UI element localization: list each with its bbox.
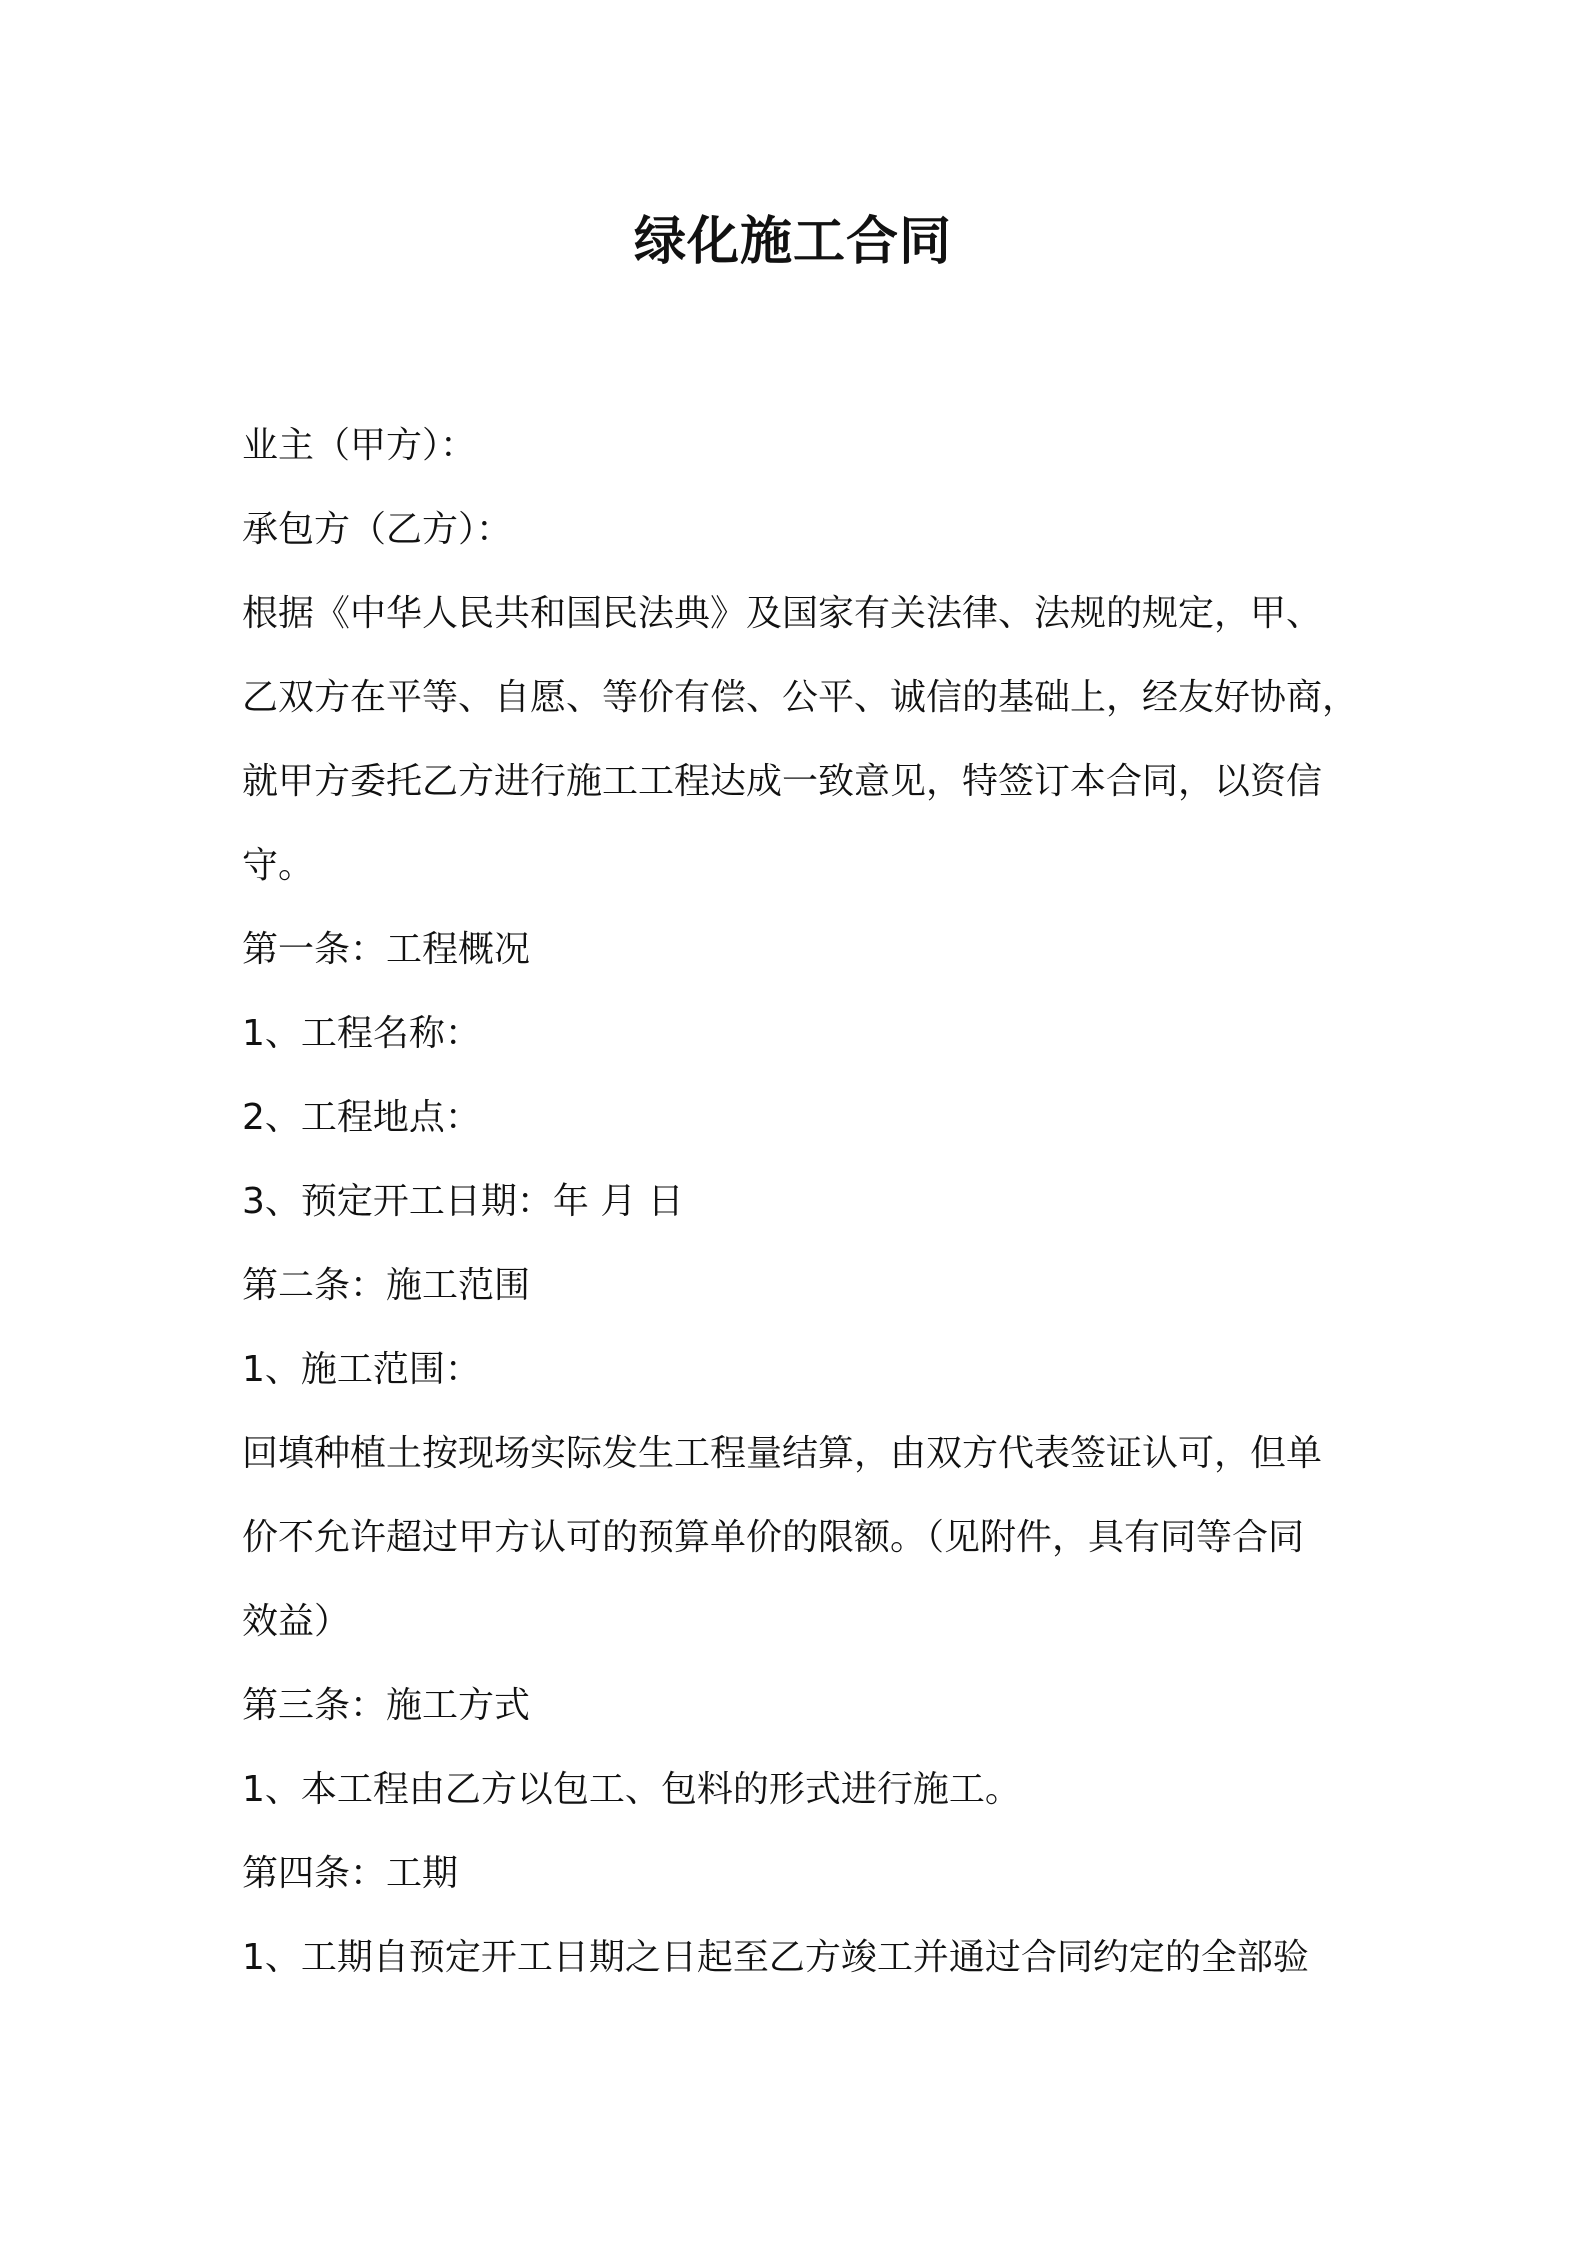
preamble-line: 就甲方委托乙方进行施工工程达成一致意见，特签订本合同，以资信	[242, 761, 1323, 802]
article-heading: 第三条：施工方式	[242, 1685, 531, 1726]
article-heading: 第一条：工程概况	[242, 929, 531, 970]
clause-item: 2、工程地点：	[242, 1097, 481, 1138]
article-heading: 第四条：工期	[242, 1853, 459, 1894]
paragraph-line: 效益）	[242, 1601, 351, 1642]
document-body	[242, 404, 1359, 2000]
preamble-line: 守。	[242, 845, 315, 886]
clause-item: 1、工程名称：	[242, 1013, 481, 1054]
preamble-line: 根据《中华人民共和国民法典》及国家有关法律、法规的规定，甲、	[242, 593, 1323, 634]
paragraph-line: 回填种植土按现场实际发生工程量结算，由双方代表签证认可，但单	[242, 1433, 1323, 1474]
article-heading: 第二条：施工范围	[242, 1265, 531, 1306]
clause-item: 1、工期自预定开工日期之日起至乙方竣工并通过合同约定的全部验	[242, 1937, 1309, 1978]
preamble-line: 乙双方在平等、自愿、等价有偿、公平、诚信的基础上，经友好协商，	[242, 677, 1359, 718]
clause-item: 1、施工范围：	[242, 1349, 481, 1390]
document-title: 绿化施工合同	[633, 212, 952, 272]
clause-item: 1、本工程由乙方以包工、包料的形式进行施工。	[242, 1769, 1021, 1810]
party-b-line: 承包方（乙方）：	[242, 509, 513, 550]
clause-item: 3、预定开工日期：年 月 日	[242, 1181, 684, 1222]
paragraph-line: 价不允许超过甲方认可的预算单价的限额。（见附件，具有同等合同	[242, 1517, 1305, 1558]
party-a-line: 业主（甲方）：	[242, 425, 477, 466]
